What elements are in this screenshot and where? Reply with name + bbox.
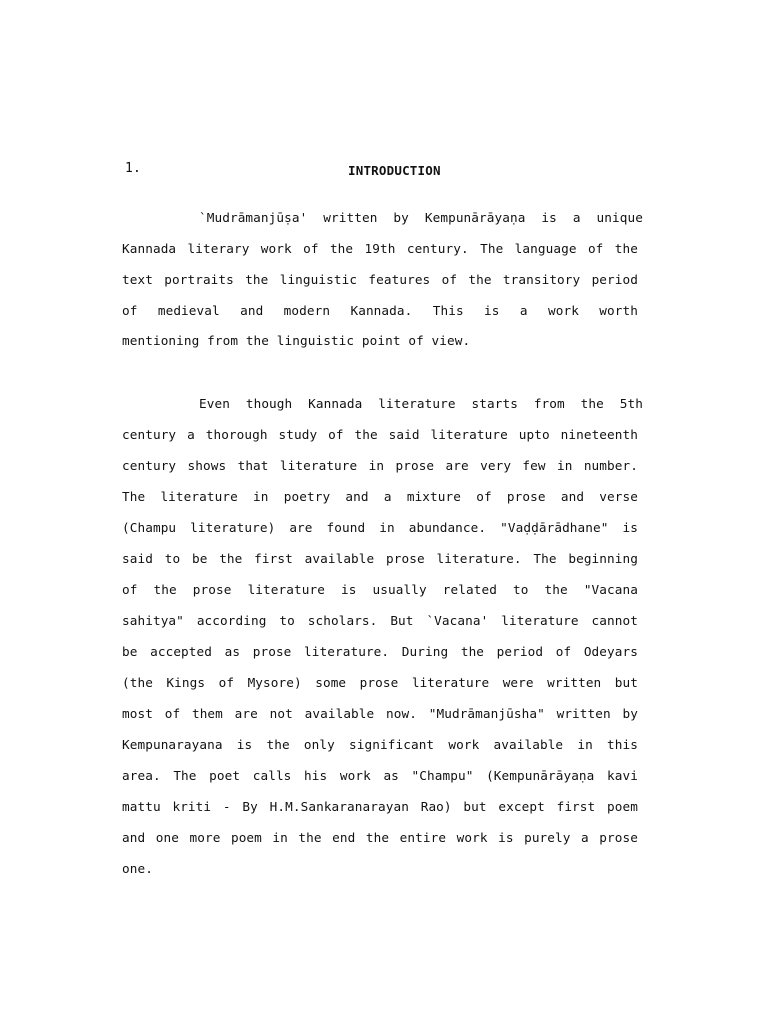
paragraph-line: be accepted as prose literature. During the period of Odeyars (122, 644, 638, 659)
paragraph-line: one. (122, 861, 153, 876)
paragraph-line: text portraits the linguistic features of the transitory period (122, 272, 638, 287)
paragraph-line: (Champu literature) are found in abundance. "Vaḍḍārādhane" is (122, 520, 638, 535)
chapter-number: 1. (125, 161, 142, 176)
paragraph-line: (the Kings of Mysore) some prose literature were written but (122, 675, 638, 690)
paragraph-line: The literature in poetry and a mixture of prose and verse (122, 489, 638, 504)
paragraph-line: mattu kriti - By H.M.Sankaranarayan Rao) but except first poem (122, 799, 638, 814)
paragraph-line: area. The poet calls his work as "Champu" (Kempunārāyaṇa kavi (122, 768, 638, 783)
paragraph-line: Kannada literary work of the 19th century. The language of the (122, 241, 638, 256)
paragraph-line: century shows that literature in prose are very few in number. (122, 458, 638, 473)
paragraph-line: `Mudrāmanjūṣa' written by Kempunārāyaṇa is a unique (199, 210, 643, 225)
paragraph-line: and one more poem in the end the entire work is purely a prose (122, 830, 638, 845)
paragraph-line: century a thorough study of the said literature upto nineteenth (122, 427, 638, 442)
paragraph-line: mentioning from the linguistic point of view. (122, 333, 471, 348)
paragraph-line: said to be the first available prose literature. The beginning (122, 551, 638, 566)
paragraph-line: sahitya" according to scholars. But `Vacana' literature cannot (122, 613, 638, 628)
paragraph-line: of medieval and modern Kannada. This is a work worth (122, 303, 638, 318)
chapter-title: INTRODUCTION (348, 163, 441, 178)
paragraph-line: Even though Kannada literature starts from the 5th (199, 396, 643, 411)
paragraph-line: Kempunarayana is the only significant work available in this (122, 737, 638, 752)
paragraph-line: of the prose literature is usually related to the "Vacana (122, 582, 638, 597)
paragraph-line: most of them are not available now. "Mudrāmanjūsha" written by (122, 706, 638, 721)
